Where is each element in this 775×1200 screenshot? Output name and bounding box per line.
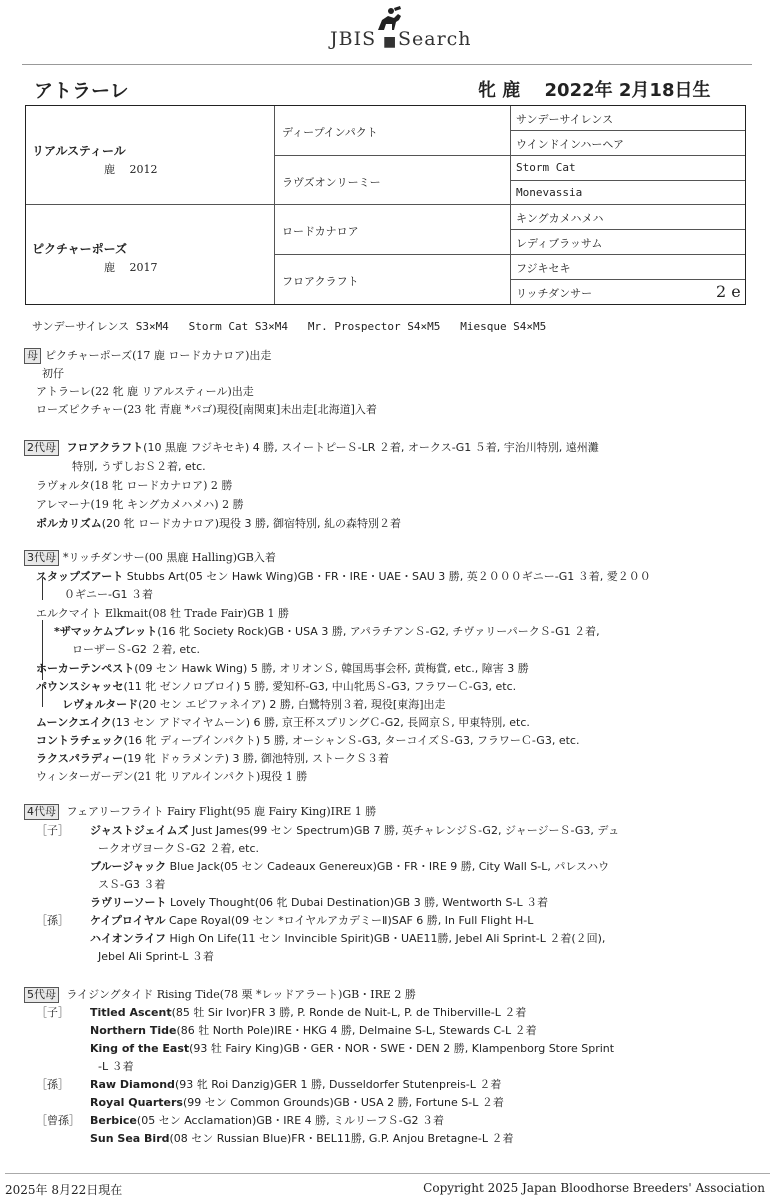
foal-line[interactable]: エルクマイト Elkmait(08 牡 Trade Fair)GB 1 勝	[36, 607, 290, 620]
foal-name[interactable]: Sun Sea Bird	[90, 1132, 170, 1145]
family-number: 2 e	[716, 282, 741, 301]
foal-line[interactable]: ラヴォルタ(18 牝 ロードカナロア) 2 勝	[36, 479, 233, 492]
foal-line[interactable]: アトラーレ(22 牝 鹿 リアルスティール)出走	[36, 385, 254, 398]
g3-sd-dam[interactable]: Monevassia	[516, 186, 583, 199]
relation-label-child: ［子］	[36, 824, 69, 837]
foal-name[interactable]: ポルカリズム	[36, 517, 102, 530]
g3-ds-sire[interactable]: キングカメハメハ	[516, 212, 604, 225]
g3-ss-dam[interactable]: ウインドインハーヘア	[516, 138, 625, 151]
tag-dam: 母	[24, 348, 41, 364]
header-divider	[22, 64, 752, 65]
relation-label-grandchild: ［孫］	[36, 914, 69, 927]
foal-name[interactable]: Berbice	[90, 1114, 137, 1127]
foal-name[interactable]: *ザマッケムブレット	[54, 625, 158, 638]
sire-dam[interactable]: ラヴズオンリーミー	[282, 176, 381, 189]
horse-title-row	[30, 76, 730, 104]
tag-2nd-dam: 2代母	[24, 440, 59, 456]
sire-detail: 鹿 2012	[104, 163, 158, 176]
foal-name[interactable]: コントラチェック	[36, 734, 124, 747]
sire-name[interactable]: リアルスティール	[32, 144, 126, 158]
g3-ds-dam[interactable]: レディブラッサム	[516, 237, 603, 250]
tag-4th-dam: 4代母	[24, 804, 59, 820]
foal-line[interactable]: ウィンターガーデン(21 牝 リアルインパクト)現役 1 勝	[36, 770, 308, 783]
g3-sd-sire[interactable]: Storm Cat	[516, 161, 576, 174]
foal-name[interactable]: ホーカーテンペスト	[36, 662, 135, 675]
tag-5th-dam: 5代母	[24, 987, 59, 1003]
second-dam-name[interactable]: フロアクラフト	[66, 441, 144, 454]
dam-line[interactable]: ピクチャーポーズ(17 鹿 ロードカナロア)出走	[45, 349, 272, 362]
first-foal-note: 初仔	[42, 367, 64, 380]
foal-name[interactable]: スタップズアート	[36, 570, 124, 583]
foal-name[interactable]: ラクスパラディー	[36, 752, 124, 765]
dam-dam[interactable]: フロアクラフト	[282, 275, 359, 288]
horse-name: アトラーレ	[34, 80, 129, 102]
dam-name[interactable]: ピクチャーポーズ	[32, 242, 128, 256]
foal-line[interactable]: ローズピクチャー(23 牝 青鹿 *パゴ)現役[南関東]未出走[北海道]入着	[36, 403, 377, 416]
foal-name[interactable]: ケイプロイヤル	[90, 914, 166, 927]
g3-dd-sire[interactable]: フジキセキ	[516, 262, 571, 275]
foal-name[interactable]: Royal Quarters	[90, 1096, 183, 1109]
tag-3rd-dam: 3代母	[24, 550, 59, 566]
foal-name[interactable]: Raw Diamond	[90, 1078, 175, 1091]
horse-info: 牝 鹿 2022年 2月18日生	[478, 80, 711, 101]
jbis-search-logo[interactable]: JBIS ■ Search	[0, 0, 775, 60]
logo-search: Search	[398, 28, 472, 50]
footer-divider	[5, 1173, 770, 1174]
logo-jbis: JBIS	[330, 28, 377, 50]
as-of-date: 2025年 8月22日現在	[5, 1183, 123, 1197]
dam-sire[interactable]: ロードカナロア	[282, 225, 359, 238]
relation-label-child: ［子］	[36, 1006, 69, 1019]
foal-name[interactable]: Northern Tide	[90, 1024, 177, 1037]
fifth-dam-name[interactable]: ライジングタイド Rising Tide(78 栗 *レッドアラート)GB・IRE 2 勝	[66, 988, 416, 1001]
relation-label-great-grandchild: ［曾孫］	[36, 1114, 80, 1127]
relation-label-grandchild: ［孫］	[36, 1078, 69, 1091]
foal-name[interactable]: パウンスシャッセ	[36, 680, 124, 693]
foal-name[interactable]: Titled Ascent	[90, 1006, 172, 1019]
copyright: Copyright 2025 Japan Bloodhorse Breeders' Association	[423, 1181, 765, 1195]
foal-name[interactable]: King of the East	[90, 1042, 190, 1055]
sire-sire[interactable]: ディープインパクト	[282, 126, 378, 139]
g3-ss-sire[interactable]: サンデーサイレンス	[516, 113, 614, 126]
foal-name[interactable]: ラヴリーソート	[90, 896, 167, 909]
foal-line[interactable]: アレマーナ(19 牝 キングカメハメハ) 2 勝	[36, 498, 244, 511]
inbreeding-line: サンデーサイレンス S3×M4 Storm Cat S3×M4 Mr. Prospector S4×M5 Miesque S4×M5	[32, 320, 547, 333]
foal-name[interactable]: ムーンクエイク	[36, 716, 112, 729]
foal-name[interactable]: ハイオンライフ	[90, 932, 167, 945]
foal-name[interactable]: レヴォルタード	[62, 698, 139, 711]
third-dam-name[interactable]: *リッチダンサー(00 黒鹿 Halling)GB入着	[63, 551, 276, 564]
pedigree-table	[25, 105, 746, 305]
fourth-dam-name[interactable]: フェアリーフライト Fairy Flight(95 鹿 Fairy King)IRE 1 勝	[66, 805, 377, 818]
dam-detail: 鹿 2017	[104, 261, 158, 274]
foal-name[interactable]: ブルージャック	[90, 860, 167, 873]
g3-dd-dam[interactable]: リッチダンサー	[516, 287, 593, 300]
foal-name[interactable]: ジャストジェイムズ	[90, 824, 189, 837]
